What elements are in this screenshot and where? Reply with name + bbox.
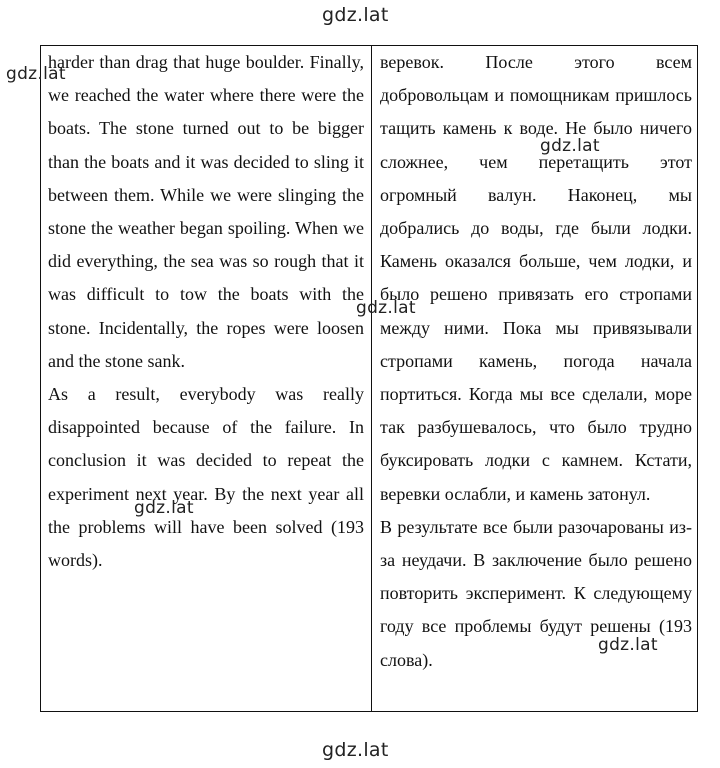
watermark-overlay: gdz.lat [598, 635, 658, 655]
watermark-overlay: gdz.lat [356, 298, 416, 318]
english-paragraph-2: As a result, everybody was really disappointed because of the failure. In conclusion it was decided to repeat the experiment next year. By the next year all the problems will have been solved (193 words). [48, 384, 364, 571]
russian-paragraph-2: В результате все были разочарованы из-за неудачи. В заключение было решено повторить эксперимент. К следующему году все проблемы будут решены (193 слова). [380, 516, 692, 670]
watermark-bottom: gdz.lat [322, 739, 389, 761]
watermark-overlay: gdz.lat [134, 498, 194, 518]
russian-text-column [380, 46, 692, 677]
watermark-overlay: gdz.lat [540, 136, 600, 156]
watermark-left: gdz.lat [6, 64, 66, 84]
russian-paragraph-1: веревок. После этого всем добровольцам и помощникам пришлось тащить камень к воде. Не было ничего сложнее, чем перетащить этот огромный валун. Наконец, мы добрались до воды, где были лодки. Камень оказался больше, чем лодки, и было решено привязать его стропами между ними. Пока мы привязывали стропами камень, погода начала портиться. Когда мы все сделали, море так разбушевалось, что было трудно буксировать лодки с камнем. Кстати, веревки ослабли, и камень затонул. [380, 52, 692, 504]
english-text-column [48, 46, 364, 577]
watermark-top: gdz.lat [322, 4, 389, 26]
english-paragraph-1: harder than drag that huge boulder. Finally, we reached the water where there were the boats. The stone turned out to be bigger than the boats and it was decided to sling it between them. While we were slinging the stone the weather began spoiling. When we did everything, the sea was so rough that it was difficult to tow the boats with the stone. Incidentally, the ropes were loosen and the stone sank. [48, 52, 364, 371]
column-divider [371, 46, 372, 711]
